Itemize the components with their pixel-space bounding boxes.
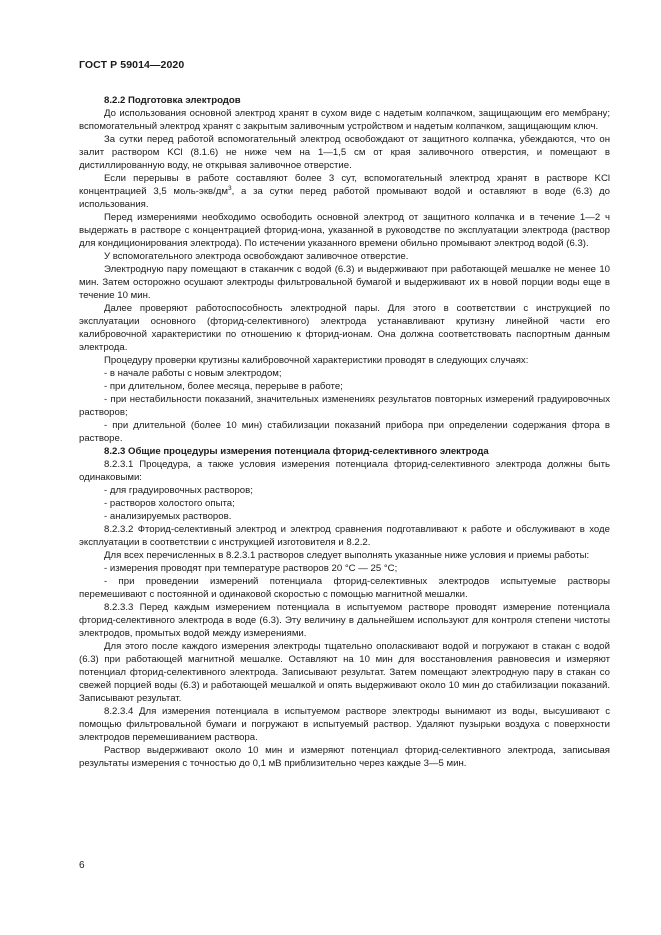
paragraph: Для всех перечисленных в 8.2.3.1 растворов следует выполнять указанные ниже условия и приемы работы: [104, 550, 590, 561]
list-item: - анализируемых растворов. [104, 511, 232, 522]
paragraph: Перед измерениями необходимо освободить основной электрод от защитного колпачка и в течение 1—2 ч выдержать в растворе с концентрацией фторид-иона, указанной в руководстве по эксплуатации электрода (раствор для кондиционирования электрода). По истечении указанного времени обильно промывают электрод водой (6.3). [79, 212, 610, 249]
paragraph: Далее проверяют работоспособность электродной пары. Для этого в соответствии с инструкцией по эксплуатации основного (фторид-селективного) электрода устанавливают крутизну линейной части его калибровочной характеристики по отношению к фторид-ионам. Она должна соответствовать паспортным данным электрода. [79, 303, 610, 353]
list-item: - при длительном, более месяца, перерыве в работе; [104, 381, 343, 392]
section-heading-8-2-3: 8.2.3 Общие процедуры измерения потенциала фторид-селективного электрода [104, 446, 489, 457]
list-item: - в начале работы с новым электродом; [104, 368, 282, 379]
paragraph-text: , а за сутки перед работой промывают водой и оставляют в воде (6.3) до использования. [79, 186, 610, 210]
paragraph: До использования основной электрод хранят в сухом виде с надетым колпачком, защищающим его мембрану; вспомогательный электрод хранят с закрытым заливочным устройством и надетым колпачком, защищающим ключ. [79, 108, 610, 132]
list-item: - при длительной (более 10 мин) стабилизации показаний прибора при определении содержания фтора в растворе. [79, 420, 610, 444]
document-body [79, 94, 610, 770]
page-number: 6 [79, 860, 85, 871]
document-header: ГОСТ Р 59014—2020 [79, 59, 185, 71]
list-item: - измерения проводят при температуре растворов 20 °C — 25 °C; [104, 563, 398, 574]
paragraph: Электродную пару помещают в стаканчик с водой (6.3) и выдерживают при работающей мешалке не менее 10 мин. Затем осторожно осушают электроды фильтровальной бумагой и выдерживают их в новой порции воды еще в течение 10 мин. [79, 264, 610, 301]
paragraph: Раствор выдерживают около 10 мин и измеряют потенциал фторид-селективного электрода, записывая результаты измерения с точностью до 0,1 мВ приблизительно через каждые 3—5 мин. [79, 745, 610, 769]
paragraph: Процедуру проверки крутизны калибровочной характеристики проводят в следующих случаях: [104, 355, 529, 366]
paragraph: 8.2.3.2 Фторид-селективный электрод и электрод сравнения подготавливают к работе и обслуживают в ходе эксплуатации в соответствии с инструкцией изготовителя и 8.2.2. [79, 524, 610, 548]
paragraph-text: Если перерывы в работе составляют более 3 сут, вспомогательный электрод хранят в растворе KCl концентрацией 3,5 моль-экв/дм [79, 173, 610, 197]
paragraph [79, 172, 610, 211]
paragraph: 8.2.3.1 Процедура, а также условия измерения потенциала фторид-селективного электрода должны быть одинаковыми: [79, 459, 610, 483]
paragraph: 8.2.3.4 Для измерения потенциала в испытуемом растворе электроды вынимают из воды, высушивают с помощью фильтровальной бумаги и погружают в испытуемый раствор. Удаляют пузырьки воздуха с поверхности электродов перемешиванием раствора. [79, 706, 610, 743]
paragraph: Для этого после каждого измерения электроды тщательно ополаскивают водой и погружают в стакан с водой (6.3) при работающей магнитной мешалке. Оставляют на 10 мин для восстановления равновесия и измеряют потенциал фторид-селективного электрода. Записывают результат. Затем помещают электродную пару в стакан со свежей порцией воды (6.3) и работающей мешалкой и опять выдерживают около 10 мин до стабилизации показаний. Записывают результат. [79, 641, 610, 704]
superscript: 3 [227, 184, 232, 192]
paragraph: У вспомогательного электрода освобождают заливочное отверстие. [104, 251, 409, 262]
paragraph: 8.2.3.3 Перед каждым измерением потенциала в испытуемом растворе проводят измерение потенциала фторид-селективного электрода в воде (6.3). Эту величину в дальнейшем используют для контроля степени чистоты электродов, промытых водой между измерениями. [79, 602, 610, 639]
list-item: - при проведении измерений потенциала фторид-селективных электродов испытуемые растворы перемешивают с постоянной и одинаковой скоростью с помощью магнитной мешалки. [79, 576, 610, 600]
paragraph: За сутки перед работой вспомогательный электрод освобождают от защитного колпачка, убеждаются, что он залит раствором KCl (8.1.6) не ниже чем на 1—1,5 см от края заливочного отверстия, и помещают в дистиллированную воду, не открывая заливочное отверстие. [79, 134, 610, 171]
list-item: - при нестабильности показаний, значительных изменениях результатов повторных измерений градуировочных растворов; [79, 394, 610, 418]
list-item: - для градуировочных растворов; [104, 485, 253, 496]
section-heading-8-2-2: 8.2.2 Подготовка электродов [104, 95, 241, 106]
list-item: - растворов холостого опыта; [104, 498, 235, 509]
